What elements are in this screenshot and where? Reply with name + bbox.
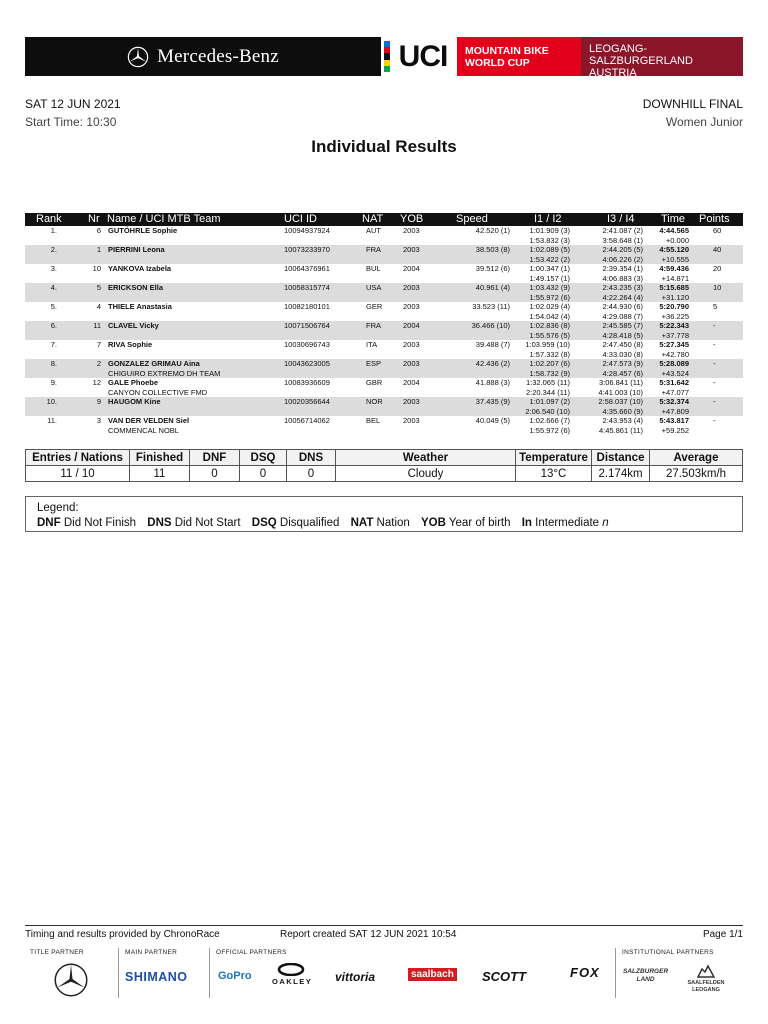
cell-i3: 2:43.235 (3) — [602, 283, 643, 292]
salzburgerland-logo: SALZBURGER LAND — [623, 968, 669, 983]
legend-suffix: n — [602, 517, 609, 529]
cell-nat: GER — [366, 302, 383, 311]
cell-name: RIVA Sophie — [108, 340, 153, 349]
cell-i4: 4:06.883 (3) — [602, 273, 643, 283]
race-date: SAT 12 JUN 2021 — [25, 97, 121, 111]
cell-nr: 12 — [92, 378, 101, 387]
legend-abbr: NAT — [350, 517, 374, 529]
legend-text: Intermediate — [535, 517, 600, 529]
legend-abbr: In — [521, 517, 532, 529]
cell-name: ERICKSON Ella — [108, 283, 164, 292]
cell-i2: 1:58.732 (9) — [529, 368, 570, 378]
cell-gap: +42.780 — [661, 349, 689, 359]
cell-yob: 2003 — [403, 283, 420, 292]
table-row — [25, 378, 743, 397]
col-rank: Rank — [36, 213, 62, 225]
cell-i1: 1:03.432 (9) — [529, 283, 570, 292]
col-speed: Speed — [456, 213, 488, 225]
start-time: Start Time: 10:30 — [25, 115, 117, 129]
cell-name: YANKOVA Izabela — [108, 264, 172, 273]
cell-rank: 6. — [50, 321, 57, 330]
cell-uci-id: 10071506764 — [284, 321, 330, 330]
cell-time: 4:55.120 — [659, 245, 689, 254]
cell-nr: 3 — [96, 416, 101, 425]
cell-nat: ESP — [366, 359, 382, 368]
cell-i3: 2:41.087 (2) — [602, 226, 643, 235]
legend-text: Nation — [376, 517, 410, 529]
scott-logo: SCOTT — [482, 969, 527, 984]
oakley-ellipse-icon — [277, 963, 305, 976]
cell-i2: 2:06.540 (10) — [525, 406, 570, 416]
venue-block — [581, 37, 743, 79]
summary-value-row — [26, 466, 743, 482]
col-points: Points — [699, 213, 730, 225]
cell-name: GALE Phoebe — [108, 378, 159, 387]
saalbach-logo: saalbach — [408, 968, 457, 981]
cell-nat: USA — [366, 283, 382, 292]
cell-i1: 1:02.089 (5) — [529, 245, 570, 254]
summary-header-finished: Finished — [130, 450, 190, 466]
legend-item-dns — [147, 517, 240, 529]
cell-nr: 10 — [92, 264, 101, 273]
cell-name: GONZALEZ GRIMAU Aina — [108, 359, 200, 368]
cell-yob: 2004 — [403, 378, 420, 387]
cell-time: 5:31.642 — [659, 378, 689, 387]
cell-i2: 2:20.344 (11) — [525, 387, 570, 397]
mercedes-star-icon — [127, 46, 149, 68]
legend-item-dsq — [252, 517, 340, 529]
partner-divider — [209, 948, 210, 998]
cell-gap: +37.778 — [661, 330, 689, 340]
cell-nr: 4 — [96, 302, 101, 311]
cell-i3: 2:58.037 (10) — [598, 397, 643, 406]
event-line-2: WORLD CUP — [465, 56, 530, 69]
vittoria-logo: vittoria — [335, 970, 376, 984]
cell-i1: 1:03.959 (10) — [525, 340, 570, 349]
cell-gap: +31.120 — [661, 292, 689, 302]
saalfelden-leogang-logo: SAALFELDEN LEOGANG — [687, 980, 725, 993]
cell-i3: 2:47.450 (8) — [602, 340, 643, 349]
cell-points: - — [713, 397, 716, 406]
cell-uci-id: 10030696743 — [284, 340, 330, 349]
cell-speed: 33.523 (11) — [472, 302, 510, 311]
legend-text: Disqualified — [279, 517, 340, 529]
gopro-logo: GoPro — [218, 970, 252, 982]
cell-speed: 40.049 (5) — [475, 416, 510, 425]
page-title: Individual Results — [311, 137, 457, 156]
cell-i4: 4:33.030 (8) — [602, 349, 643, 359]
cell-time: 5:27.345 — [659, 340, 689, 349]
cell-yob: 2004 — [403, 264, 420, 273]
table-row — [25, 397, 743, 416]
cell-rank: 4. — [50, 283, 57, 292]
cell-rank: 1. — [50, 226, 57, 235]
cell-yob: 2003 — [403, 226, 420, 235]
cell-gap: +43.524 — [661, 368, 689, 378]
cell-name: VAN DER VELDEN Siel — [108, 416, 190, 425]
cell-points: 40 — [713, 245, 722, 254]
cell-nr: 2 — [96, 359, 101, 368]
cell-uci-id: 10056714062 — [284, 416, 330, 425]
cell-i2: 1:53.422 (2) — [529, 254, 570, 264]
cell-time: 5:22.343 — [659, 321, 689, 330]
cell-nr: 5 — [96, 283, 101, 292]
race-event-block — [643, 95, 743, 131]
race-event: DOWNHILL FINAL — [642, 97, 743, 111]
summary-entries: 11 / 10 — [26, 466, 130, 482]
table-row — [25, 264, 743, 283]
legend-items — [37, 516, 742, 531]
cell-i3: 2:39.354 (1) — [602, 264, 643, 273]
cell-i1: 1:02.207 (6) — [529, 359, 570, 368]
partner-divider — [615, 948, 616, 998]
cell-i3: 2:44.205 (5) — [602, 245, 643, 254]
cell-i4: 4:29.088 (7) — [602, 311, 643, 321]
legend-abbr: DNS — [147, 517, 172, 529]
cell-gap: +47.077 — [661, 387, 689, 397]
legend-item-intermediate — [522, 517, 609, 529]
cell-time: 5:43.817 — [659, 416, 689, 425]
summary-header-dsq: DSQ — [240, 450, 287, 466]
cell-rank: 10. — [46, 397, 57, 406]
cell-uci-id: 10094937924 — [284, 226, 330, 235]
legend-abbr: DNF — [37, 517, 61, 529]
cell-nat: BEL — [366, 416, 381, 425]
cell-i1: 1:01.097 (2) — [529, 397, 570, 406]
cell-i3: 2:45.585 (7) — [602, 321, 643, 330]
legend-abbr: DSQ — [251, 517, 277, 529]
cell-i4: 4:28.457 (6) — [602, 368, 643, 378]
cell-i4: 4:06.226 (2) — [602, 254, 643, 264]
legend-text: Did Not Finish — [63, 517, 137, 529]
cell-speed: 39.488 (7) — [475, 340, 510, 349]
cell-speed: 38.503 (8) — [475, 245, 510, 254]
cell-team: CHIGUIRO EXTREMO DH TEAM — [108, 368, 221, 378]
partner-divider — [118, 948, 119, 998]
timing-provider: Timing and results provided by ChronoRace — [25, 929, 220, 940]
summary-header-row — [26, 450, 743, 466]
summary-average: 27.503km/h — [650, 466, 743, 482]
cell-nat: NOR — [366, 397, 383, 406]
cell-speed: 37.435 (9) — [475, 397, 510, 406]
cell-i2: 1:49.157 (1) — [529, 273, 570, 283]
cell-gap: +10.555 — [661, 254, 689, 264]
cell-i1: 1:32.065 (11) — [525, 378, 570, 387]
summary-temperature: 13°C — [516, 466, 592, 482]
uci-block — [381, 37, 581, 76]
cell-nat: FRA — [366, 321, 381, 330]
cell-gap: +47.809 — [661, 406, 689, 416]
cell-points: 10 — [713, 283, 722, 292]
cell-nr: 11 — [93, 321, 101, 330]
cell-i4: 3:58.648 (1) — [602, 235, 643, 245]
col-i1-i2: I1 / I2 — [534, 213, 562, 225]
cell-i4: 4:22.264 (4) — [602, 292, 643, 302]
cell-nat: BUL — [366, 264, 381, 273]
cell-i3: 2:47.573 (9) — [602, 359, 643, 368]
cell-yob: 2003 — [403, 359, 420, 368]
results-header — [25, 213, 743, 226]
cell-gap: +59.252 — [661, 425, 689, 435]
summary-finished: 11 — [130, 466, 190, 482]
mercedes-star-icon — [53, 962, 89, 998]
cell-nr: 6 — [96, 226, 101, 235]
cell-rank: 7. — [50, 340, 57, 349]
cell-uci-id: 10082180101 — [284, 302, 330, 311]
title-sponsor-block — [25, 37, 381, 76]
cell-time: 5:15.685 — [659, 283, 689, 292]
cell-points: 60 — [713, 226, 722, 235]
cell-rank: 8. — [50, 359, 57, 368]
cell-yob: 2004 — [403, 321, 420, 330]
cell-time: 5:20.790 — [659, 302, 689, 311]
legend-item-yob — [421, 517, 511, 529]
cell-gap: +0.000 — [665, 235, 689, 245]
cell-name: GUTÖHRLE Sophie — [108, 226, 178, 235]
main-partner-label: MAIN PARTNER — [125, 949, 178, 956]
col-i3-i4: I3 / I4 — [607, 213, 635, 225]
cell-i2: 1:55.972 (6) — [529, 425, 570, 435]
cell-gap: +36.225 — [661, 311, 689, 321]
cell-i4: 4:45.861 (11) — [598, 425, 643, 435]
table-row — [25, 340, 743, 359]
cell-name: CLAVEL Vicky — [108, 321, 159, 330]
cell-points: - — [713, 378, 716, 387]
cell-gap: +14.871 — [661, 273, 689, 283]
cell-i1: 1:02.666 (7) — [529, 416, 570, 425]
cell-yob: 2003 — [403, 397, 420, 406]
event-line-1: MOUNTAIN BIKE — [465, 44, 549, 57]
cell-i1: 1:01.909 (3) — [529, 226, 570, 235]
cell-rank: 3. — [50, 264, 57, 273]
cell-i2: 1:53.832 (3) — [529, 235, 570, 245]
race-category: Women Junior — [665, 115, 743, 129]
institutional-partners-label: INSTITUTIONAL PARTNERS — [622, 949, 714, 956]
cell-i1: 1:02.029 (4) — [529, 302, 570, 311]
col-uci-id: UCI ID — [284, 213, 317, 225]
mountain-goat-icon — [696, 963, 716, 979]
cell-uci-id: 10043623005 — [284, 359, 330, 368]
table-row — [25, 245, 743, 264]
race-summary-table — [25, 449, 743, 482]
cell-i3: 2:44.930 (6) — [602, 302, 643, 311]
cell-rank: 11. — [47, 416, 57, 425]
legend-box — [25, 496, 743, 532]
venue-line-1: LEOGANG-SALZBURGERLAND — [589, 43, 693, 67]
cell-speed: 42.436 (2) — [475, 359, 510, 368]
uci-logo — [381, 37, 457, 76]
cell-points: - — [713, 340, 716, 349]
cell-nat: FRA — [366, 245, 381, 254]
official-partners-label: OFFICIAL PARTNERS — [216, 949, 287, 956]
sponsor-name: Mercedes-Benz — [157, 45, 279, 67]
summary-header-entries: Entries / Nations — [26, 450, 130, 466]
cell-i4: 4:35.660 (9) — [602, 406, 643, 416]
cell-nat: ITA — [366, 340, 378, 349]
cell-i4: 4:41.003 (10) — [598, 387, 643, 397]
legend-item-dnf — [37, 517, 136, 529]
cell-yob: 2003 — [403, 340, 420, 349]
cell-points: 5 — [713, 302, 718, 311]
event-series — [457, 45, 549, 69]
uci-logo-text: UCI — [398, 39, 448, 73]
cell-rank: 2. — [50, 245, 57, 254]
cell-speed: 39.512 (6) — [475, 264, 510, 273]
cell-name: PIERRINI Leona — [108, 245, 165, 254]
cell-i3: 2:43.953 (4) — [602, 416, 643, 425]
summary-distance: 2.174km — [592, 466, 650, 482]
legend-abbr: YOB — [421, 517, 446, 529]
table-row — [25, 321, 743, 340]
cell-rank: 9. — [50, 378, 57, 387]
cell-nat: AUT — [366, 226, 381, 235]
event-banner — [25, 37, 743, 79]
cell-uci-id: 10073233970 — [284, 245, 330, 254]
cell-points: 20 — [713, 264, 722, 273]
summary-header-weather: Weather — [336, 450, 516, 466]
legend-title: Legend: — [37, 502, 79, 514]
col-nr: Nr — [88, 213, 100, 225]
legend-text: Year of birth — [448, 517, 511, 529]
cell-i3: 3:06.841 (11) — [598, 378, 643, 387]
cell-name: THIELE Anastasia — [108, 302, 172, 311]
col-time: Time — [661, 213, 686, 225]
fox-logo: FOX — [570, 965, 600, 980]
title-partner-label: TITLE PARTNER — [30, 949, 84, 956]
cell-time: 5:28.089 — [659, 359, 689, 368]
cell-speed: 41.888 (3) — [475, 378, 510, 387]
cell-nat: GBR — [366, 378, 383, 387]
cell-team: CANYON COLLECTIVE FMD — [108, 387, 208, 397]
cell-yob: 2003 — [403, 416, 420, 425]
partners-strip — [25, 946, 743, 1006]
shimano-logo: SHIMANO — [125, 970, 188, 984]
cell-nr: 9 — [96, 397, 101, 406]
cell-time: 5:32.374 — [659, 397, 689, 406]
col-nat: NAT — [362, 213, 384, 225]
cell-speed: 36.466 (10) — [471, 321, 510, 330]
cell-speed: 40.961 (4) — [475, 283, 510, 292]
table-row — [25, 226, 743, 245]
cell-uci-id: 10058315774 — [284, 283, 330, 292]
cell-i2: 1:57.332 (8) — [529, 349, 570, 359]
cell-yob: 2003 — [403, 245, 420, 254]
cell-rank: 5. — [50, 302, 57, 311]
summary-dns: 0 — [287, 466, 336, 482]
race-date-block — [25, 95, 121, 131]
summary-dnf: 0 — [190, 466, 240, 482]
cell-speed: 42.520 (1) — [475, 226, 510, 235]
venue-line-2: AUSTRIA — [589, 67, 637, 79]
summary-header-temperature: Temperature — [516, 450, 592, 466]
table-row — [25, 416, 743, 435]
results-table — [25, 226, 743, 435]
cell-i1: 1:02.836 (8) — [529, 321, 570, 330]
cell-name: HAUGOM Kine — [108, 397, 161, 406]
cell-i1: 1:00.347 (1) — [529, 264, 570, 273]
page-footer — [25, 925, 743, 941]
cell-uci-id: 10064376961 — [284, 264, 330, 273]
report-created: Report created SAT 12 JUN 2021 10:54 — [280, 929, 457, 940]
summary-header-average: Average — [650, 450, 743, 466]
legend-item-nat — [351, 517, 410, 529]
cell-points: - — [713, 359, 716, 368]
table-row — [25, 302, 743, 321]
summary-header-dnf: DNF — [190, 450, 240, 466]
cell-i2: 1:54.042 (4) — [529, 311, 570, 321]
cell-i4: 4:28.418 (5) — [602, 330, 643, 340]
cell-i2: 1:55.972 (6) — [529, 292, 570, 302]
col-yob: YOB — [400, 213, 424, 225]
cell-points: - — [713, 321, 716, 330]
cell-points: - — [713, 416, 716, 425]
cell-time: 4:59.436 — [659, 264, 689, 273]
cell-time: 4:44.565 — [659, 226, 689, 235]
table-row — [25, 283, 743, 302]
cell-yob: 2003 — [403, 302, 420, 311]
cell-i2: 1:55.576 (5) — [529, 330, 570, 340]
summary-dsq: 0 — [240, 466, 287, 482]
cell-uci-id: 10083936609 — [284, 378, 330, 387]
summary-header-distance: Distance — [592, 450, 650, 466]
oakley-logo: OAKLEY — [272, 977, 313, 986]
page-number: Page 1/1 — [702, 929, 743, 940]
summary-weather: Cloudy — [336, 466, 516, 482]
cell-uci-id: 10020356644 — [284, 397, 330, 406]
cell-team: COMMENCAL NOBL — [108, 425, 179, 435]
cell-nr: 7 — [96, 340, 101, 349]
legend-text: Did Not Start — [174, 517, 241, 529]
summary-header-dns: DNS — [287, 450, 336, 466]
rainbow-stripes-icon — [384, 41, 390, 72]
cell-nr: 1 — [96, 245, 101, 254]
table-row — [25, 359, 743, 378]
col-name: Name / UCI MTB Team — [107, 213, 221, 225]
